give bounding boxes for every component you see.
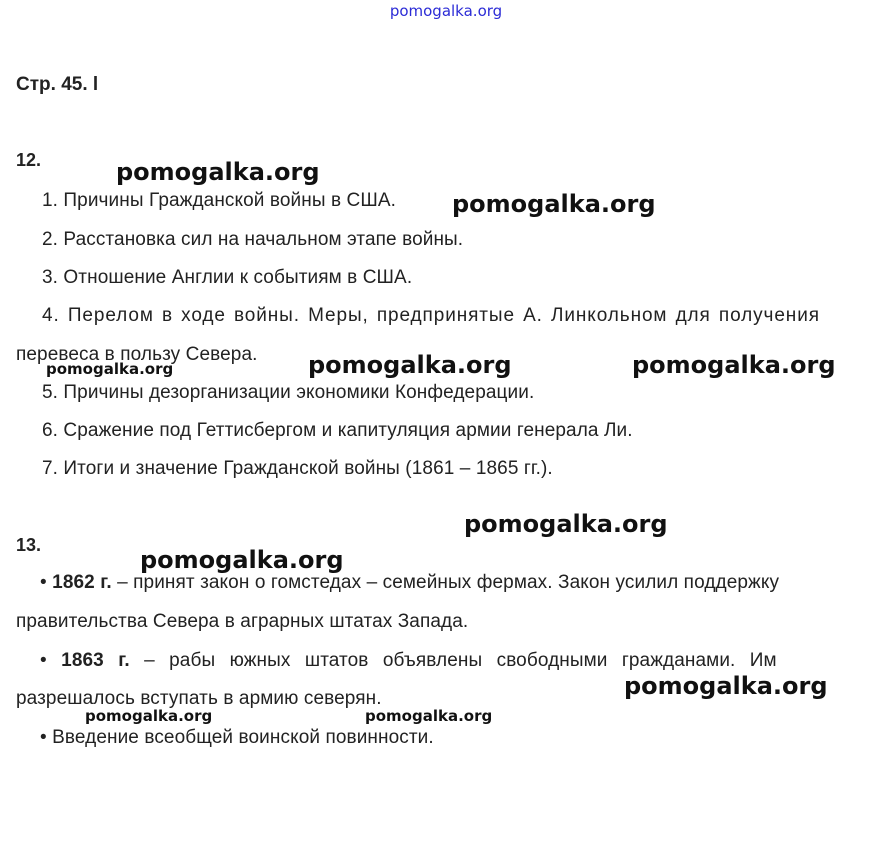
q13-item-1863 [40,650,880,672]
watermark: pomogalka.org [308,351,512,379]
q12-item-4-cont: перевеса в пользу Севера. [16,344,258,365]
watermark: pomogalka.org [452,190,656,218]
q12-item-1: 1. Причины Гражданской войны в США. [42,190,397,211]
q12-item-4: 4. Перелом в ходе войны. Меры, предпринятые А. Линкольном для получения [42,305,820,326]
watermark: pomogalka.org [365,707,493,725]
watermark: pomogalka.org [85,707,213,725]
top-watermark: pomogalka.org [389,2,503,20]
watermark: pomogalka.org [46,360,174,378]
q12-item-2: 2. Расстановка сил на начальном этапе войны. [42,229,464,250]
watermark: pomogalka.org [464,510,668,538]
watermark: pomogalka.org [632,351,836,379]
q13-item-1862-cont: правительства Севера в аграрных штатах Запада. [16,611,469,632]
question-12-number: 12. [16,150,42,170]
text-1862-a: – принят закон о гомстедах – семейных фермах. Закон усилил поддержку [117,572,780,593]
q13-item-3: • Введение всеобщей воинской повинности. [40,727,434,748]
watermark: pomogalka.org [116,158,320,186]
page-reference: Стр. 45. l [16,74,99,95]
bullet: • [40,572,47,593]
question-13-number: 13. [16,535,42,555]
text-1863-a: – рабы южных штатов объявлены свободными гражданами. Им [144,650,777,671]
year-1862: 1862 г. [52,572,112,593]
q13-item-1862 [40,572,779,594]
bullet: • [40,650,47,671]
watermark: pomogalka.org [140,546,344,574]
watermark: pomogalka.org [624,672,828,700]
q13-item-1863-cont: разрешалось вступать в армию северян. [16,688,382,709]
q12-item-3: 3. Отношение Англии к событиям в США. [42,267,413,288]
q12-item-7: 7. Итоги и значение Гражданской войны (1861 – 1865 гг.). [42,458,553,479]
q12-item-5: 5. Причины дезорганизации экономики Конфедерации. [42,382,535,403]
q12-item-6: 6. Сражение под Геттисбергом и капитуляция армии генерала Ли. [42,420,633,441]
year-1863: 1863 г. [61,650,130,671]
